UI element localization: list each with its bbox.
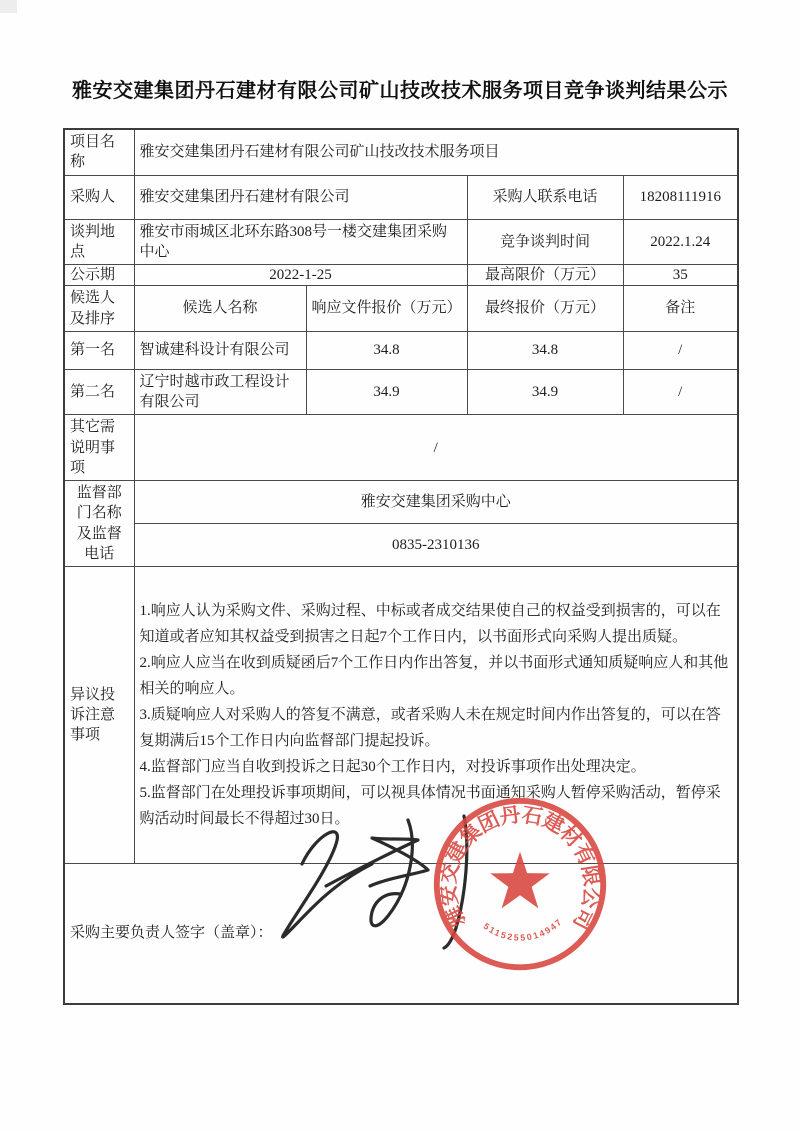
table-row bbox=[64, 481, 738, 524]
candidate-1-doc-price: 34.8 bbox=[306, 331, 467, 369]
signature-label: 采购主要负责人签字（盖章）： bbox=[70, 925, 273, 942]
objection-item-5: 5.监督部门在处理投诉事项期间，可以视具体情况书面通知采购人暂停采购活动，暂停采购活动时间最长不得超过30日。 bbox=[139, 785, 721, 827]
max-price-label: 最高限价（万元） bbox=[467, 265, 623, 286]
purchaser-value: 雅安交建集团丹石建材有限公司 bbox=[134, 175, 467, 219]
objection-item-1: 1.响应人认为采购文件、采购过程、中标或者成交结果使自己的权益受到损害的，可以在知道或者应知其权益受到损害之日起7个工作日内，以书面形式向采购人提出质疑。 bbox=[139, 603, 721, 645]
candidate-2-final-price: 34.9 bbox=[467, 369, 623, 415]
official-seal bbox=[424, 792, 616, 980]
scan-corner-artifact bbox=[0, 0, 17, 13]
note-header: 备注 bbox=[623, 286, 738, 332]
supervision-dept-value: 雅安交建集团采购中心 bbox=[134, 481, 738, 524]
objection-label: 异议投诉注意事项 bbox=[64, 567, 134, 864]
candidate-row-1 bbox=[64, 331, 738, 369]
objection-item-4: 4.监督部门应当自收到投诉之日起30个工作日内，对投诉事项作出处理决定。 bbox=[139, 759, 646, 775]
objection-item-2: 2.响应人应当在收到质疑函后7个工作日内作出答复，并以书面形式通知质疑响应人和其他相关的响应人。 bbox=[139, 655, 729, 697]
objection-item-3: 3.质疑响应人对采购人的答复不满意，或者采购人未在规定时间内作出答复的，可以在答复期满后15个工作日内向监督部门提起投诉。 bbox=[139, 707, 721, 749]
negotiation-time-label: 竞争谈判时间 bbox=[467, 219, 623, 265]
project-name-value: 雅安交建集团丹石建材有限公司矿山技改技术服务项目 bbox=[134, 129, 738, 175]
table-row bbox=[64, 524, 738, 567]
publicity-period-label: 公示期 bbox=[64, 265, 134, 286]
table-row bbox=[64, 415, 738, 481]
supervision-phone-value: 0835-2310136 bbox=[134, 524, 738, 567]
seal-code-text: 5115255014947 bbox=[481, 915, 565, 943]
candidate-2-name: 辽宁时越市政工程设计有限公司 bbox=[134, 369, 306, 415]
rank-2-label: 第二名 bbox=[64, 369, 134, 415]
negotiation-time-value: 2022.1.24 bbox=[623, 219, 738, 265]
project-name-label: 项目名称 bbox=[64, 129, 134, 175]
table-row bbox=[64, 129, 738, 175]
candidates-header-row bbox=[64, 286, 738, 332]
max-price-value: 35 bbox=[623, 265, 738, 286]
rank-1-label: 第一名 bbox=[64, 331, 134, 369]
seal-company-text: 雅安交建集团丹石建材有限公司 bbox=[436, 803, 604, 934]
svg-text:5115255014947 bbox=[482, 916, 565, 943]
purchaser-phone-label: 采购人联系电话 bbox=[467, 175, 623, 219]
candidates-rank-label: 候选人及排序 bbox=[64, 286, 134, 332]
table-row bbox=[64, 175, 738, 219]
purchaser-label: 采购人 bbox=[64, 175, 134, 219]
publicity-period-value: 2022-1-25 bbox=[134, 265, 467, 286]
other-notes-label: 其它需说明事项 bbox=[64, 415, 134, 481]
table-row bbox=[64, 265, 738, 286]
candidate-name-header: 候选人名称 bbox=[134, 286, 306, 332]
supervision-label: 监督部门名称及监督电话 bbox=[64, 481, 134, 567]
doc-price-header: 响应文件报价（万元） bbox=[306, 286, 467, 332]
candidate-1-name: 智诚建科设计有限公司 bbox=[134, 331, 306, 369]
other-notes-value: / bbox=[134, 415, 738, 481]
table-row bbox=[64, 219, 738, 265]
candidate-2-doc-price: 34.9 bbox=[306, 369, 467, 415]
candidate-1-note: / bbox=[623, 331, 738, 369]
candidate-1-final-price: 34.8 bbox=[467, 331, 623, 369]
purchaser-phone-value: 18208111916 bbox=[623, 175, 738, 219]
candidate-row-2 bbox=[64, 369, 738, 415]
candidate-2-note: / bbox=[623, 369, 738, 415]
final-price-header: 最终报价（万元） bbox=[467, 286, 623, 332]
negotiation-location-value: 雅安市雨城区北环东路308号一楼交建集团采购中心 bbox=[134, 219, 467, 265]
page-title: 雅安交建集团丹石建材有限公司矿山技改技术服务项目竞争谈判结果公示 bbox=[72, 80, 728, 102]
negotiation-location-label: 谈判地点 bbox=[64, 219, 134, 265]
seal-star-icon bbox=[490, 852, 550, 909]
